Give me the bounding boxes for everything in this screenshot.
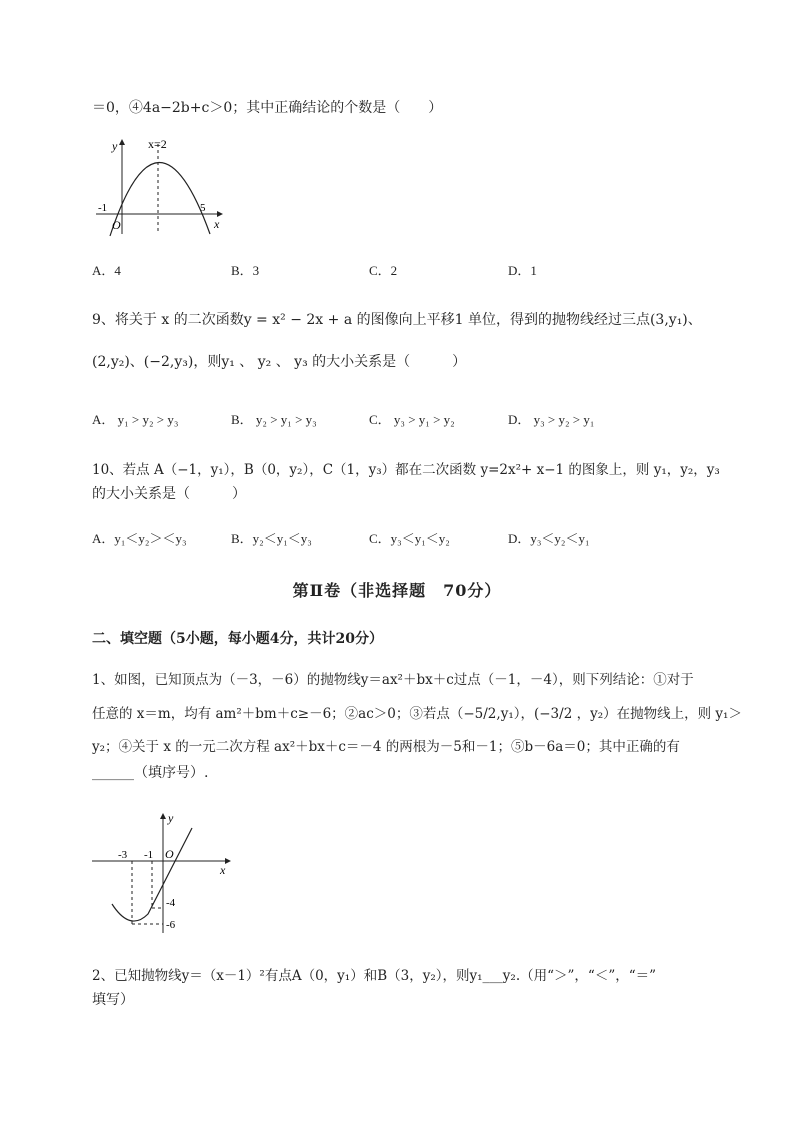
origin-label: O — [165, 847, 174, 861]
q10-option-c[interactable]: C．y₃＜y₁＜y₂ — [369, 531, 450, 546]
neg-one-label: -1 — [144, 849, 154, 861]
origin-label: O — [112, 218, 121, 232]
neg-six-label: -6 — [166, 919, 176, 931]
q10-option-d[interactable]: D．y₃＜y₂＜y₁ — [508, 531, 590, 546]
fill1-line2: 任意的 x＝m，均有 am²＋bm＋c≥－6；②ac＞0；③若点（−5/2,y₁），(−3/2 ，y₂）在抛物线上，则 y₁＞ — [92, 706, 742, 722]
q9-line1: 9、将关于 x 的二次函数y = x² − 2x + a 的图像向上平移1 单位，得到的抛物线经过三点(3,y₁)、 — [92, 312, 702, 328]
q10-option-a[interactable]: A．y₁＜y₂＞＜y₃ — [92, 531, 187, 546]
fill1-parabola-graph — [88, 808, 238, 938]
q9-option-b[interactable]: B． y₂ > y₁ > y₃ — [231, 412, 317, 427]
y-axis-label: y — [168, 811, 174, 825]
q9-option-c[interactable]: C． y₃ > y₁ > y₂ — [369, 412, 455, 427]
fill1-line4: ______（填序号）. — [92, 765, 209, 781]
fill-section-subtitle: 二、填空题（5小题，每小题4分，共计20分） — [92, 631, 383, 647]
fill1-line3: y₂；④关于 x 的一元二次方程 ax²＋bx＋c＝－4 的两根为－5和－1；⑤b－6a＝0；其中正确的有 — [92, 739, 680, 755]
q9-option-a[interactable]: A． y₁ > y₂ > y₃ — [92, 412, 179, 427]
y-axis-label: y — [112, 139, 118, 153]
q8-stem-tail: ＝0，④4a−2b+c＞0；其中正确结论的个数是（ ） — [92, 100, 443, 116]
q8-parabola-graph — [92, 130, 232, 240]
q10-line1: 10、若点 A（−1，y₁），B（0，y₂），C（1，y₃）都在二次函数 y=2x²+ x−1 的图象上，则 y₁，y₂，y₃ — [92, 462, 720, 478]
q10-line2: 的大小关系是（ ） — [92, 486, 246, 502]
q9-line2: (2,y₂)、(−2,y₃)，则y₁ 、 y₂ 、 y₃ 的大小关系是（ ） — [92, 354, 467, 370]
q8-option-a[interactable]: A．4 — [92, 263, 121, 278]
neg-three-label: -3 — [118, 849, 128, 861]
q8-option-b[interactable]: B．3 — [231, 263, 260, 278]
five-label: 5 — [200, 202, 206, 214]
q10-option-b[interactable]: B．y₂＜y₁＜y₃ — [231, 531, 312, 546]
fill2-line2: 填写） — [92, 992, 134, 1008]
x-eq-label: x=2 — [148, 137, 167, 151]
parabola-curve — [110, 162, 210, 236]
neg-one-label: -1 — [98, 202, 108, 214]
section-title: 第Ⅱ卷（非选择题 70分） — [292, 581, 502, 600]
x-axis-label: x — [220, 863, 226, 877]
q9-option-d[interactable]: D． y₃ > y₂ > y₁ — [508, 412, 595, 427]
q8-option-c[interactable]: C．2 — [369, 263, 398, 278]
fill2-line1: 2、已知抛物线y＝（x－1）²有点A（0，y₁）和B（3，y₂），则y₁___y₂.（用“＞”，“＜”，“＝” — [92, 968, 657, 984]
x-axis-label: x — [214, 217, 220, 231]
neg-four-label: -4 — [166, 897, 176, 909]
fill1-line1: 1、如图，已知顶点为（－3，－6）的抛物线y＝ax²＋bx＋c过点（－1，－4），则下列结论：①对于 — [92, 672, 694, 688]
q8-option-d[interactable]: D．1 — [508, 263, 537, 278]
